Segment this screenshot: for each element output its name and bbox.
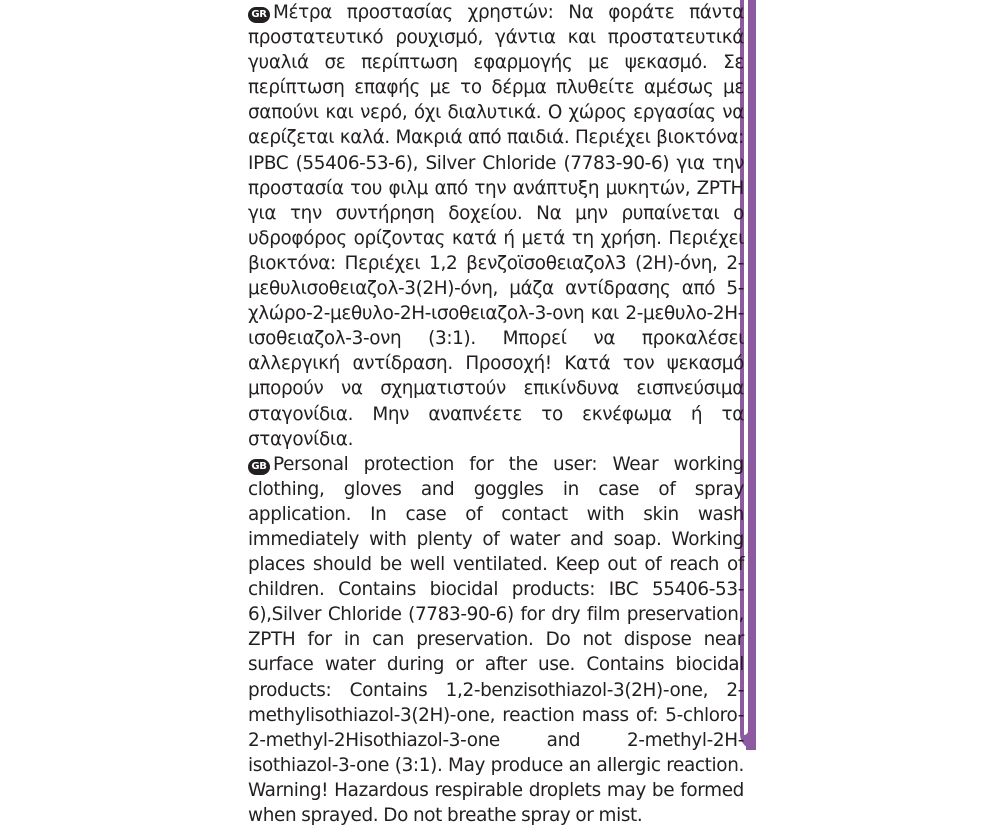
label-edge-gap bbox=[744, 0, 748, 735]
english-safety-text: Personal protection for the user: Wear working clothing, gloves and goggles in case of spray application. In case of contact with skin wash immediately with plenty of water and soap. Working places should be well ventilated. Keep out of reach of children. Contains biocidal products: IBC 55406-53-6),Silver Chloride (7783-90-6) for dry film preservation, ZPTH for in can preservation. Do not dispose near surface water during or after use. Contains biocidal products: Contains 1,2-benzisothiazol-3(2H)-one, 2-methylisothiazol-3(2H)-one, reaction mass of: 5-chloro-2-methyl-2Hisothiazol-3-one and 2-methyl-2H-isothiazol-3-one (3:1). May produce an allergic reaction. Warning! Hazardous respirable droplets may be formed when sprayed. Do not breathe spray or mist. bbox=[248, 453, 744, 826]
safety-text-block bbox=[248, 0, 744, 828]
greek-safety-paragraph bbox=[248, 0, 744, 452]
greek-safety-text: Μέτρα προστασίας χρηστών: Να φοράτε πάντα προστατευτικό ρουχισμό, γάντια και προστατευτικά γυαλιά σε περίπτωση εφαρμογής με ψεκασμό. Σε περίπτωση επαφής με το δέρμα πλυθείτε αμέσως με σαπούνι και νερό, όχι διαλυτικά. Ο χώρος εργασίας να αερίζεται καλά. Μακριά από παιδιά. Περιέχει βιοκτόνα: IPBC (55406-53-6), Silver Chloride (7783-90-6) για την προστασία του φιλμ από την ανάπτυξη μυκητών, ZPTH για την συντήρηση δοχείου. Να μην ρυπαίνεται ο υδροφόρος ορίζοντας κατά ή μετά τη χρήση. Περιέχει βιοκτόνα: Περιέχει 1,2 βενζοϊσοθειαζολ3 (2H)-όνη, 2-μεθυλισοθειαζολ-3(2H)-όνη, μάζα αντίδρασης από 5-χλώρο-2-μεθυλο-2H-ισοθειαζολ-3-ονη και 2-μεθυλο-2H-ισοθειαζολ-3-ονη (3:1). Μπορεί να προκαλέσει αλλεργική αντίδραση. Προσοχή! Κατά τον ψεκασμό μπορούν να σχηματιστούν επικίνδυνα εισπνεύσιμα σταγονίδια. Μην αναπνέετε το εκνέφωμα ή τα σταγονίδια. bbox=[248, 2, 744, 450]
english-language-badge: GB bbox=[248, 459, 270, 475]
english-safety-paragraph bbox=[248, 452, 744, 828]
greek-language-badge: GR bbox=[248, 7, 270, 23]
